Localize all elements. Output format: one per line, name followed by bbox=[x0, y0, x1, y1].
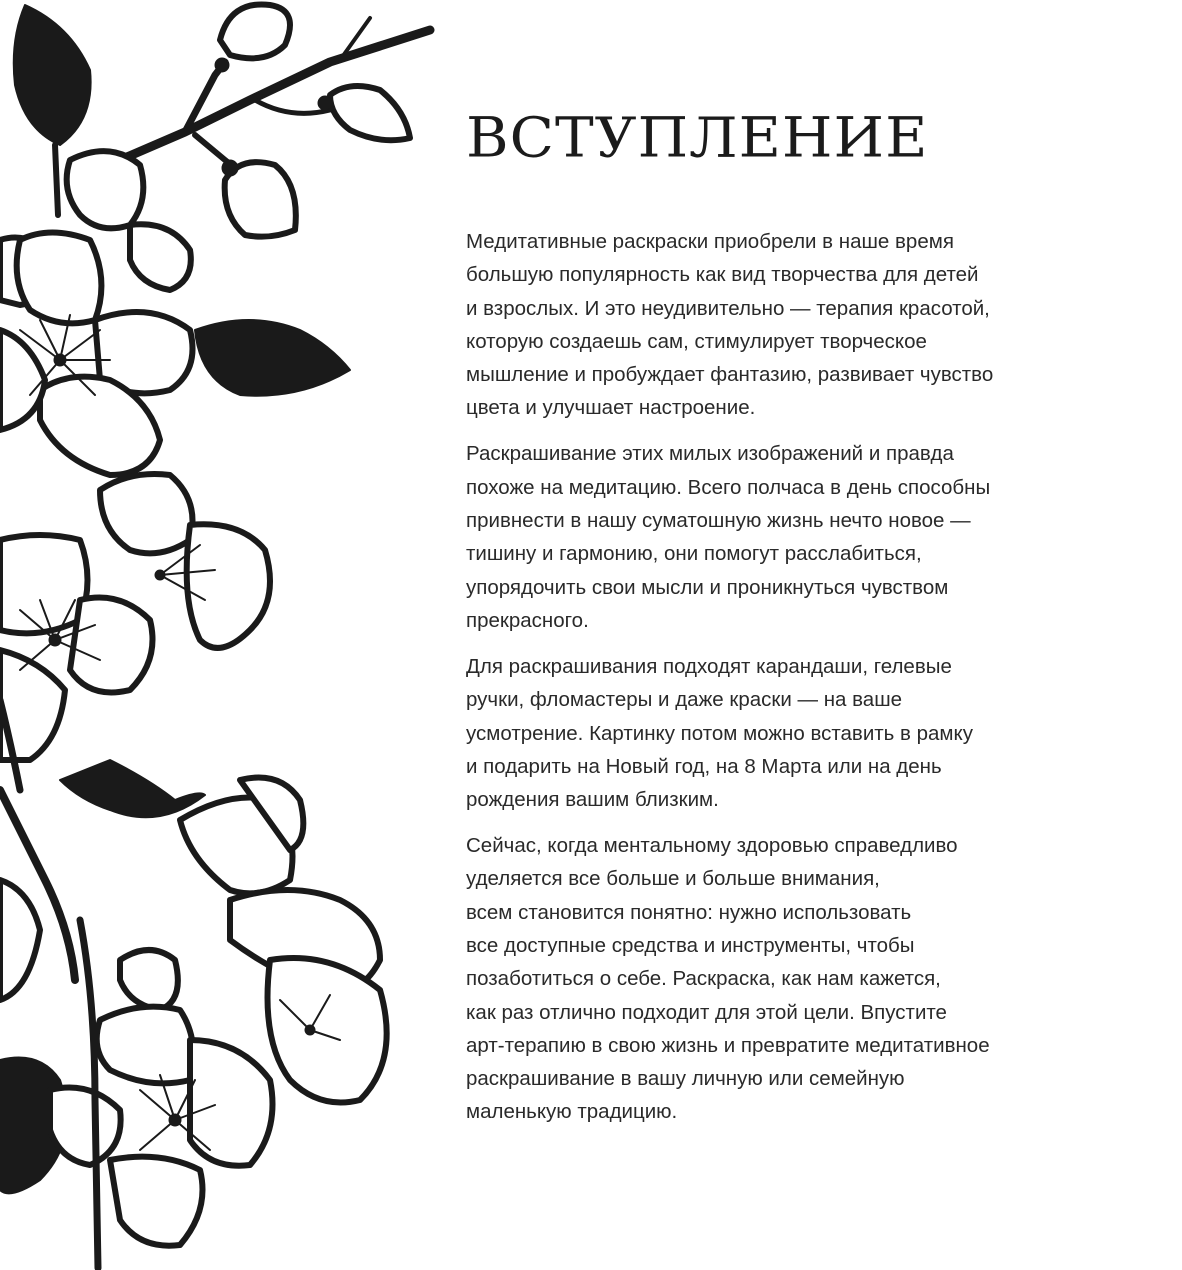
text-line: цвета и улучшает настроение. bbox=[466, 396, 756, 420]
text-line: Для раскрашивания подходят карандаши, гелевые bbox=[466, 654, 952, 678]
paragraph-2 bbox=[466, 437, 1066, 637]
text-line: Раскрашивание этих милых изображений и правда bbox=[466, 442, 954, 466]
text-line: прекрасного. bbox=[466, 608, 589, 632]
text-line: раскрашивание в вашу личную или семейную bbox=[466, 1067, 905, 1091]
page-title: ВСТУПЛЕНИЕ bbox=[466, 104, 929, 170]
text-line: тишину и гармонию, они помогут расслабиться, bbox=[466, 542, 922, 566]
text-line: усмотрение. Картинку потом можно вставить в рамку bbox=[466, 721, 973, 745]
flower-branch-icon bbox=[0, 0, 440, 1270]
text-line: и подарить на Новый год, на 8 Марта или на день bbox=[466, 754, 942, 778]
text-line: уделяется все больше и больше внимания, bbox=[466, 867, 880, 891]
text-line: которую создаешь сам, стимулирует творческое bbox=[466, 329, 927, 353]
text-line: рождения вашим близким. bbox=[466, 788, 719, 812]
text-line: маленькую традицию. bbox=[466, 1100, 678, 1124]
intro-text bbox=[466, 225, 1066, 1141]
text-line: все доступные средства и инструменты, чтобы bbox=[466, 934, 915, 957]
paragraph-3 bbox=[466, 650, 1066, 816]
text-line: ручки, фломастеры и даже краски — на ваше bbox=[466, 688, 903, 712]
paragraph-4 bbox=[466, 829, 1066, 1129]
text-line: арт-терапию в свою жизнь и превратите медитативное bbox=[466, 1033, 990, 1057]
text-line: упорядочить свои мысли и проникнуться чувством bbox=[466, 575, 949, 599]
text-line: привнести в нашу суматошную жизнь нечто новое — bbox=[466, 509, 971, 533]
paragraph-1 bbox=[466, 225, 1066, 425]
text-line: и взрослых. И это неудивительно — терапия красотой, bbox=[466, 296, 990, 320]
text-line: мышление и пробуждает фантазию, развивает чувство bbox=[466, 363, 994, 387]
text-line: большую популярность как вид творчества для детей bbox=[466, 263, 979, 287]
text-line: похоже на медитацию. Всего полчаса в день способны bbox=[466, 475, 991, 499]
text-line: как раз отлично подходит для этой цели. Впустите bbox=[466, 1000, 947, 1024]
text-line: всем становится понятно: нужно использовать bbox=[466, 900, 912, 924]
text-line: Медитативные раскраски приобрели в наше время bbox=[466, 230, 954, 253]
cherry-blossom-illustration bbox=[0, 0, 440, 1270]
text-line: позаботиться о себе. Раскраска, как нам кажется, bbox=[466, 967, 941, 991]
text-line: Сейчас, когда ментальному здоровью справедливо bbox=[466, 834, 958, 858]
